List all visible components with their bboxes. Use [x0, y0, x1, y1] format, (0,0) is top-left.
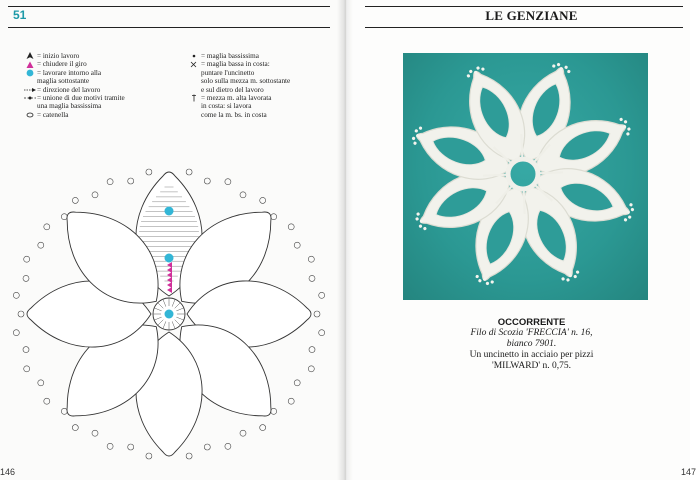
legend-item	[22, 94, 125, 102]
picot	[128, 178, 134, 184]
picot	[294, 242, 300, 248]
petal-picot	[418, 126, 422, 130]
legend-text: in costa: si lavora	[201, 102, 252, 111]
legend-text: puntare l'uncinetto	[201, 68, 255, 77]
picot	[225, 443, 231, 449]
legend-left	[22, 52, 125, 119]
direction-arrow-icon	[22, 86, 37, 94]
petal-picot	[626, 132, 630, 136]
picot	[308, 256, 314, 262]
top-rule	[8, 6, 330, 7]
center-ring	[508, 159, 538, 189]
materials-line: 'MILWARD' n. 0,75.	[492, 361, 571, 371]
legend-item	[22, 86, 125, 94]
legend-item	[22, 52, 125, 60]
picot	[260, 197, 266, 203]
crochet-diagram	[8, 148, 330, 458]
legend-text: = chiudere il giro	[37, 60, 87, 69]
picot	[44, 398, 50, 404]
petal-picot	[564, 65, 568, 69]
top-rule	[365, 6, 683, 7]
picot	[128, 444, 134, 450]
petal-picot	[567, 69, 571, 73]
picot	[146, 453, 152, 459]
legend-text: = maglia bassissima	[201, 52, 259, 60]
picot	[314, 311, 320, 317]
picot	[13, 330, 19, 336]
materials-line: bianco 7901.	[506, 339, 557, 349]
legend-right	[186, 52, 290, 119]
petal-picot	[575, 270, 579, 274]
picot	[271, 214, 277, 220]
petal-picot	[629, 203, 633, 207]
legend-text: solo sulla mezza m. sottostante	[201, 77, 291, 86]
petal-picot	[573, 274, 577, 278]
petal-picot	[412, 136, 416, 140]
materials-line: Un uncinetto in acciaio per pizzi	[469, 350, 594, 360]
legend-item	[186, 94, 290, 102]
picot	[92, 430, 98, 436]
picot	[186, 453, 192, 459]
picot	[271, 408, 277, 414]
petal-picot	[478, 279, 482, 283]
legend-text: come la m. bs. in costa	[201, 110, 267, 119]
single-crochet-icon	[186, 60, 201, 68]
petal-picot	[485, 281, 489, 285]
petal-picot	[416, 212, 420, 216]
picot	[92, 192, 98, 198]
work-around-dot	[165, 254, 174, 263]
picot	[18, 311, 24, 317]
picot	[146, 169, 152, 175]
picot	[319, 330, 325, 336]
legend-item	[186, 52, 290, 60]
left-page	[0, 0, 345, 480]
picot	[107, 443, 113, 449]
picot	[24, 366, 30, 372]
picot	[61, 214, 67, 220]
spoke	[537, 172, 563, 173]
petal-picot	[630, 208, 634, 212]
materials-line: Filo di Scozia 'FRECCIA' n. 16,	[470, 328, 593, 338]
legend-item	[22, 69, 125, 77]
half-double-icon	[186, 94, 201, 102]
petal-picot	[627, 127, 631, 131]
petal-picot	[423, 226, 427, 230]
picot	[38, 242, 44, 248]
petal-picot	[557, 63, 561, 67]
picot	[38, 380, 44, 386]
picot	[44, 224, 50, 230]
picot	[204, 178, 210, 184]
petal-picot	[481, 67, 485, 71]
header-rule	[365, 27, 683, 28]
petal-picot	[469, 69, 473, 73]
petal-picot	[418, 224, 422, 228]
picot	[288, 398, 294, 404]
page-number-bottom: 146	[0, 467, 16, 477]
picot	[107, 179, 113, 185]
picot	[204, 444, 210, 450]
picot	[72, 425, 78, 431]
spoke	[521, 134, 522, 160]
picot	[308, 366, 314, 372]
picot	[288, 224, 294, 230]
legend-text: = mezza m. alta lavorata	[201, 94, 272, 103]
picot	[72, 197, 78, 203]
beginning-arrow-icon	[22, 52, 37, 60]
page-number-bottom: 147	[681, 467, 696, 477]
petal-picot	[628, 215, 632, 219]
doily-photo	[403, 53, 648, 300]
header-rule	[8, 27, 330, 28]
join-icon	[22, 94, 37, 102]
petal-picot	[466, 74, 470, 78]
legend-text: = lavorare intorno alla	[37, 68, 102, 77]
picot	[240, 192, 246, 198]
picot	[240, 430, 246, 436]
picot	[186, 169, 192, 175]
legend-text: = unione di due motivi tramite	[37, 94, 125, 103]
petal-picot	[413, 141, 417, 145]
slip-stitch-icon	[186, 52, 201, 60]
petal-picot	[619, 117, 623, 121]
page-title: LE GENZIANE	[485, 8, 578, 23]
book-gutter	[337, 0, 353, 480]
legend-text: maglia sottostante	[37, 77, 90, 86]
petal-picot	[552, 64, 556, 68]
legend-item	[22, 111, 125, 119]
legend-item	[22, 60, 125, 68]
legend-item	[186, 60, 290, 68]
legend-text: = direzione del lavoro	[37, 85, 101, 94]
petal-picot	[623, 218, 627, 222]
petal-picot	[414, 129, 418, 133]
legend-text: = maglia bassa in costa:	[201, 60, 270, 69]
center-dot	[165, 310, 174, 319]
picot	[319, 292, 325, 298]
petal-picot	[475, 274, 479, 278]
legend-text: e sul dietro del lavoro	[201, 85, 264, 94]
page-number-top: 51	[13, 8, 27, 22]
picot	[23, 347, 29, 353]
spoke	[524, 188, 525, 214]
petal-picot	[476, 66, 480, 70]
close-round-icon	[22, 60, 37, 68]
materials-heading: OCCORRENTE	[497, 317, 566, 328]
doily-image	[403, 53, 648, 300]
dot-icon	[22, 69, 37, 77]
picot	[309, 275, 315, 281]
picot	[260, 425, 266, 431]
picot	[23, 275, 29, 281]
petal-picot	[490, 280, 494, 284]
petal-picot	[623, 120, 627, 124]
picot	[309, 347, 315, 353]
materials-section	[373, 317, 690, 372]
legend-text: una maglia bassissima	[37, 102, 102, 111]
picot	[225, 179, 231, 185]
work-around-dot	[165, 207, 174, 216]
picot	[24, 256, 30, 262]
petal-picot	[415, 217, 419, 221]
chain-icon	[22, 111, 37, 119]
picot	[61, 408, 67, 414]
petal-picot	[566, 278, 570, 282]
picot	[294, 380, 300, 386]
right-page	[345, 0, 696, 480]
petal-picot	[561, 277, 565, 281]
picot	[13, 292, 19, 298]
legend-text: = catenella	[37, 110, 69, 119]
spoke	[483, 175, 509, 176]
legend-text: = inizio lavoro	[37, 52, 80, 60]
